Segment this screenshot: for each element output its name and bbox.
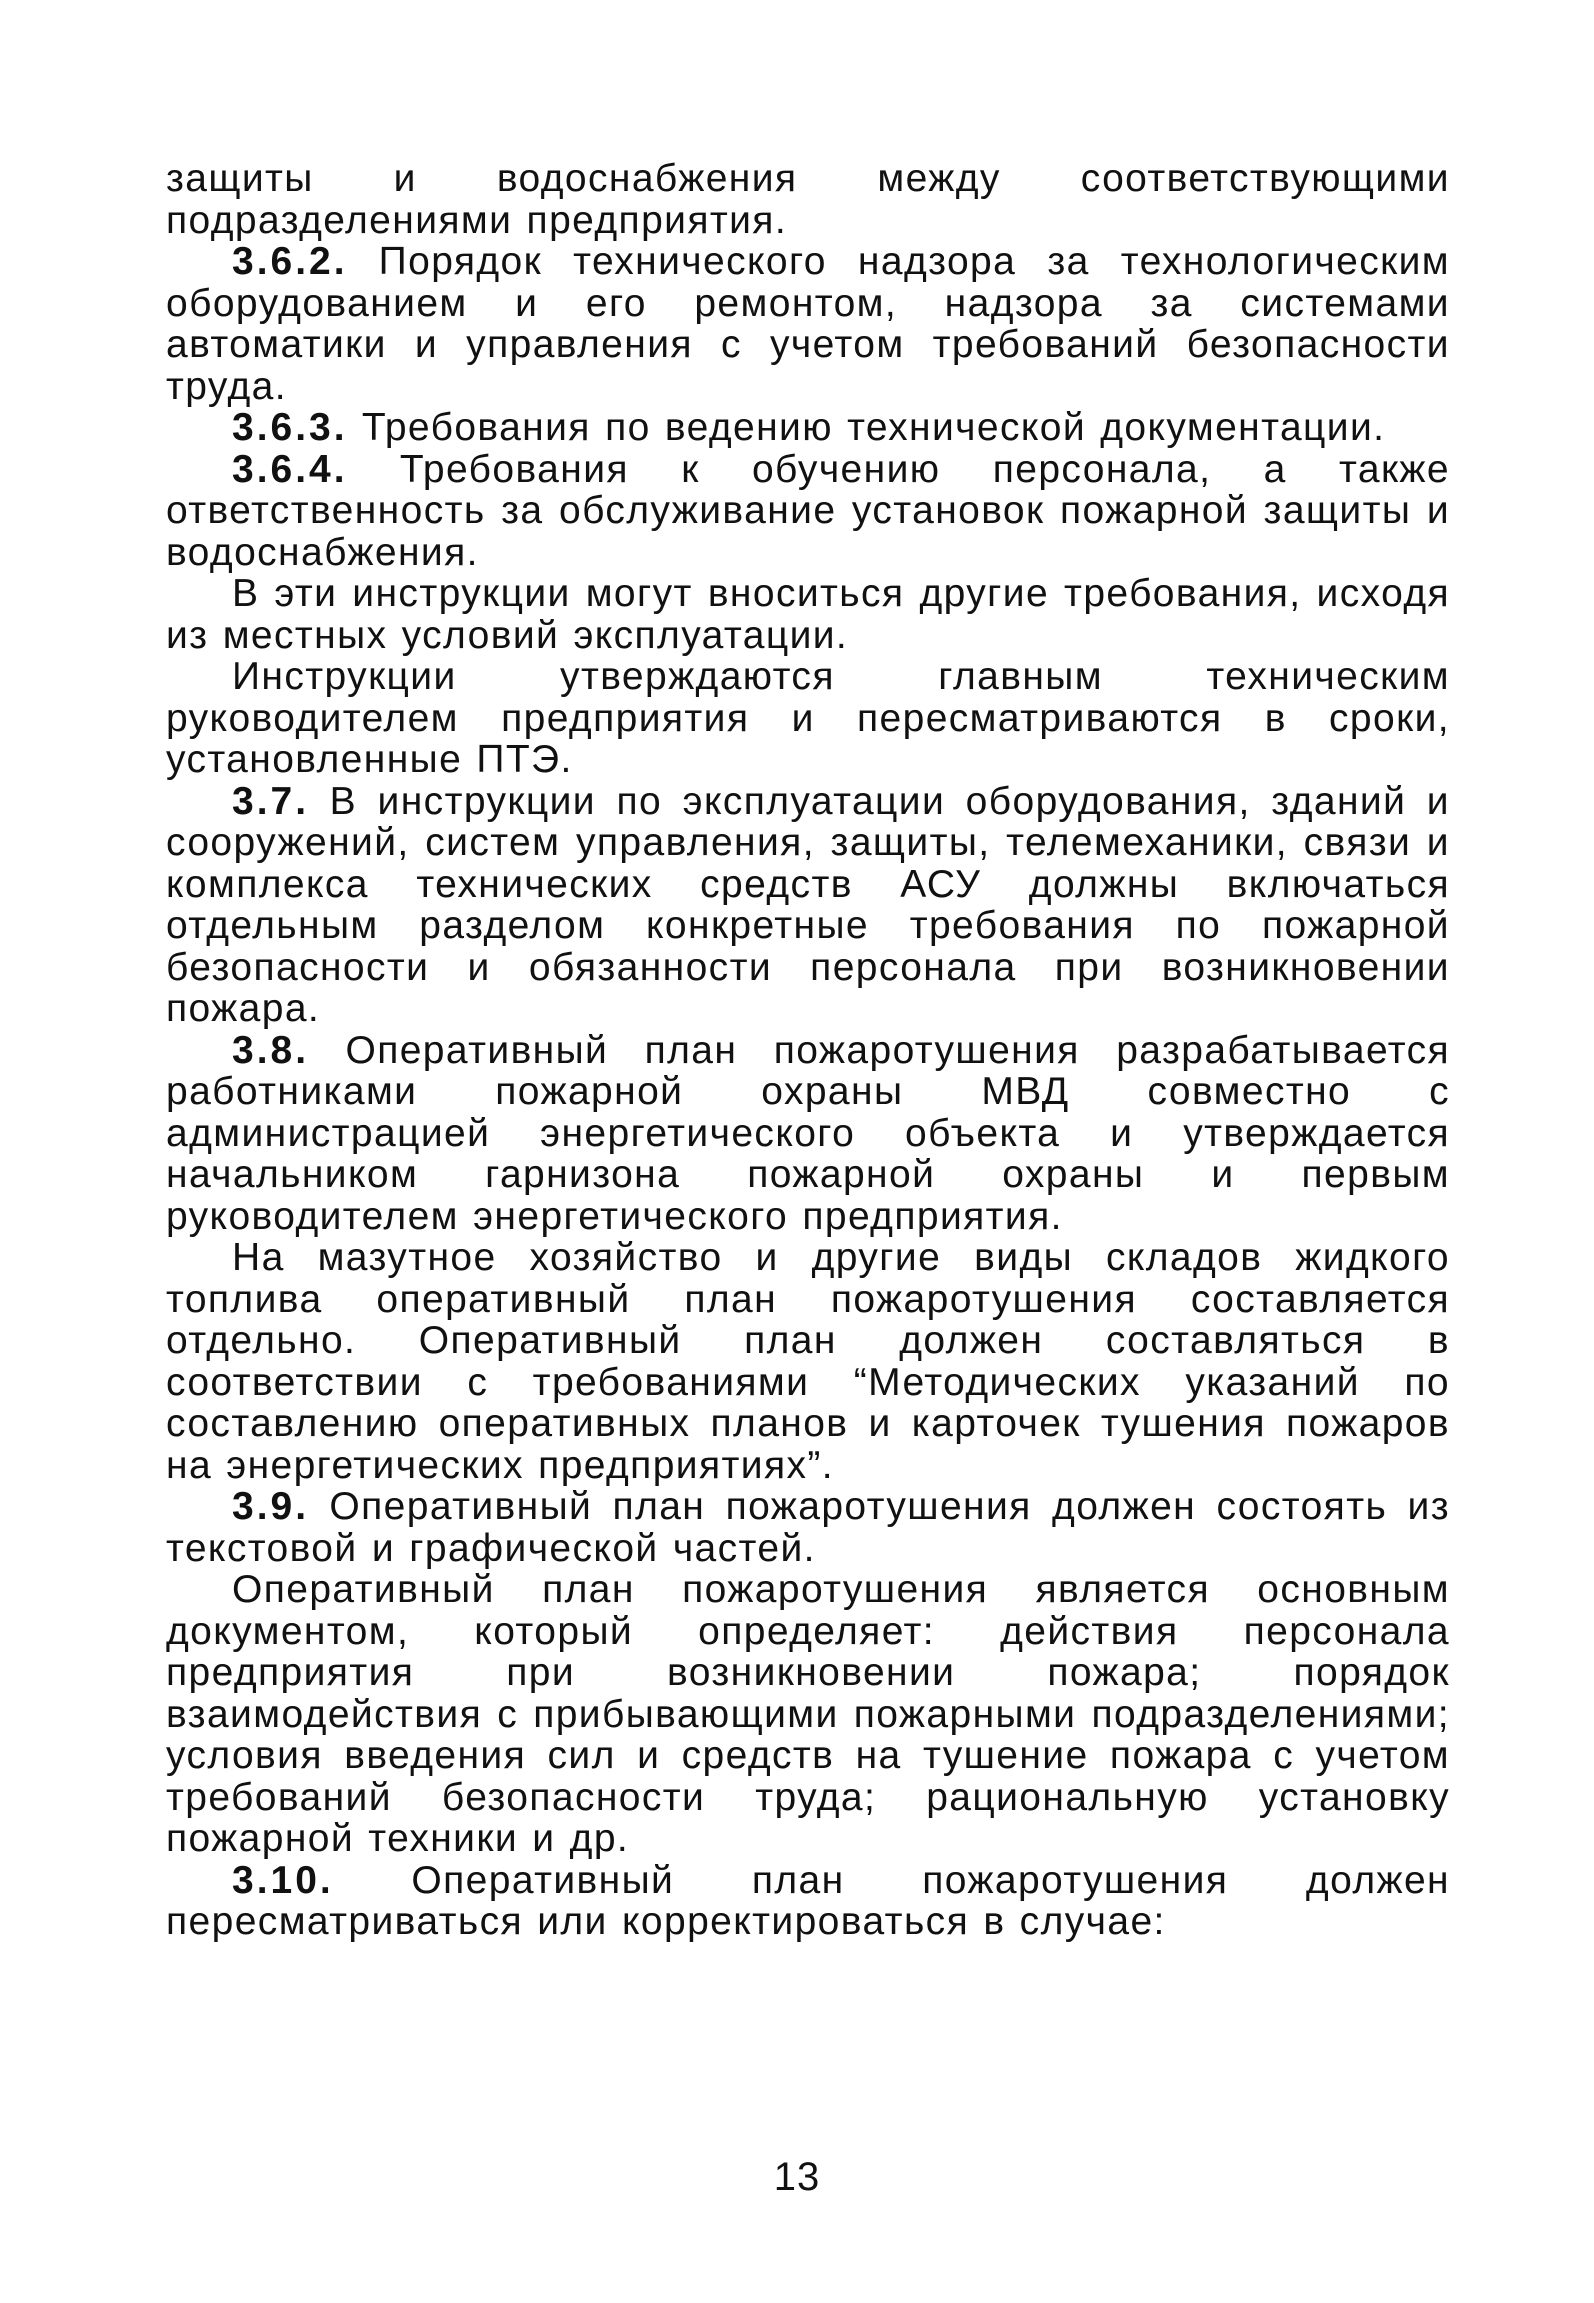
- paragraph-3-9: [166, 1486, 1450, 1569]
- paragraph-local-requirements: [166, 573, 1450, 656]
- paragraph-text: Требования по ведению технической документации.: [347, 406, 1386, 449]
- paragraph-text: На мазутное хозяйство и другие виды складов жидкого топлива оперативный план пожаротушения составляется отдельно. Оперативный план должен составляться в соответствии с требованиями “Методических указаний по составлению оперативных планов и карточек тушения пожаров на энергетических предприятиях”.: [166, 1236, 1450, 1487]
- paragraph-3-6-4: [166, 449, 1450, 574]
- paragraph-text: Оперативный план пожаротушения разрабатывается работниками пожарной охраны МВД совместно с администрацией энергетического объекта и утверждается начальником гарнизона пожарной охраны и первым руководителем энергетического предприятия.: [166, 1028, 1450, 1238]
- paragraph-text: В инструкции по эксплуатации оборудования, зданий и сооружений, систем управления, защиты, телемеханики, связи и комплекса технических средств АСУ должны включаться отдельным разделом конкретные требования по пожарной безопасности и обязанности персонала при возникновении пожара.: [166, 779, 1450, 1030]
- page-number: 13: [773, 2155, 821, 2199]
- document-page: [166, 158, 1450, 1943]
- paragraph-text: защиты и водоснабжения между соответствующими подразделениями предприятия.: [166, 157, 1450, 242]
- paragraph-3-10: [166, 1860, 1450, 1943]
- section-number: 3.9.: [232, 1485, 310, 1528]
- paragraph-text: Оперативный план пожаротушения является основным документом, который определяет: действия персонала предприятия при возникновении пожара; порядок взаимодействия с прибывающими пожарными подразделениями; условия введения сил и средств на тушение пожара с учетом требований безопасности труда; рациональную установку пожарной техники и др.: [166, 1568, 1450, 1860]
- paragraph-plan-definition: [166, 1569, 1450, 1860]
- paragraph-text: Инструкции утверждаются главным техническим руководителем предприятия и пересматриваются в сроки, установленные ПТЭ.: [166, 655, 1450, 781]
- paragraph-text: Оперативный план пожаротушения должен состоять из текстовой и графической частей.: [166, 1485, 1450, 1570]
- section-number: 3.6.2.: [232, 240, 348, 283]
- paragraph-3-8: [166, 1030, 1450, 1238]
- paragraph-3-6-3: [166, 407, 1450, 449]
- paragraph-text: Оперативный план пожаротушения должен пересматриваться или корректироваться в случае:: [166, 1858, 1450, 1943]
- section-number: 3.7.: [232, 779, 310, 823]
- paragraph-3-6-2: [166, 241, 1450, 407]
- paragraph-approval: [166, 656, 1450, 781]
- paragraph-text: Требования к обучению персонала, а также ответственность за обслуживание установок пожарной защиты и водоснабжения.: [166, 447, 1450, 574]
- paragraph-fuel-oil: [166, 1237, 1450, 1486]
- section-number: 3.10.: [232, 1858, 334, 1902]
- section-number: 3.8.: [232, 1028, 310, 1072]
- section-number: 3.6.4.: [232, 447, 348, 491]
- paragraph-text: Порядок технического надзора за технологическим оборудованием и его ремонтом, надзора за системами автоматики и управления с учетом требований безопасности труда.: [166, 240, 1450, 408]
- paragraph-text: В эти инструкции могут вноситься другие требования, исходя из местных условий эксплуатации.: [166, 572, 1450, 657]
- paragraph-3-7: [166, 781, 1450, 1030]
- paragraph-continuation: [166, 158, 1450, 241]
- section-number: 3.6.3.: [232, 406, 348, 449]
